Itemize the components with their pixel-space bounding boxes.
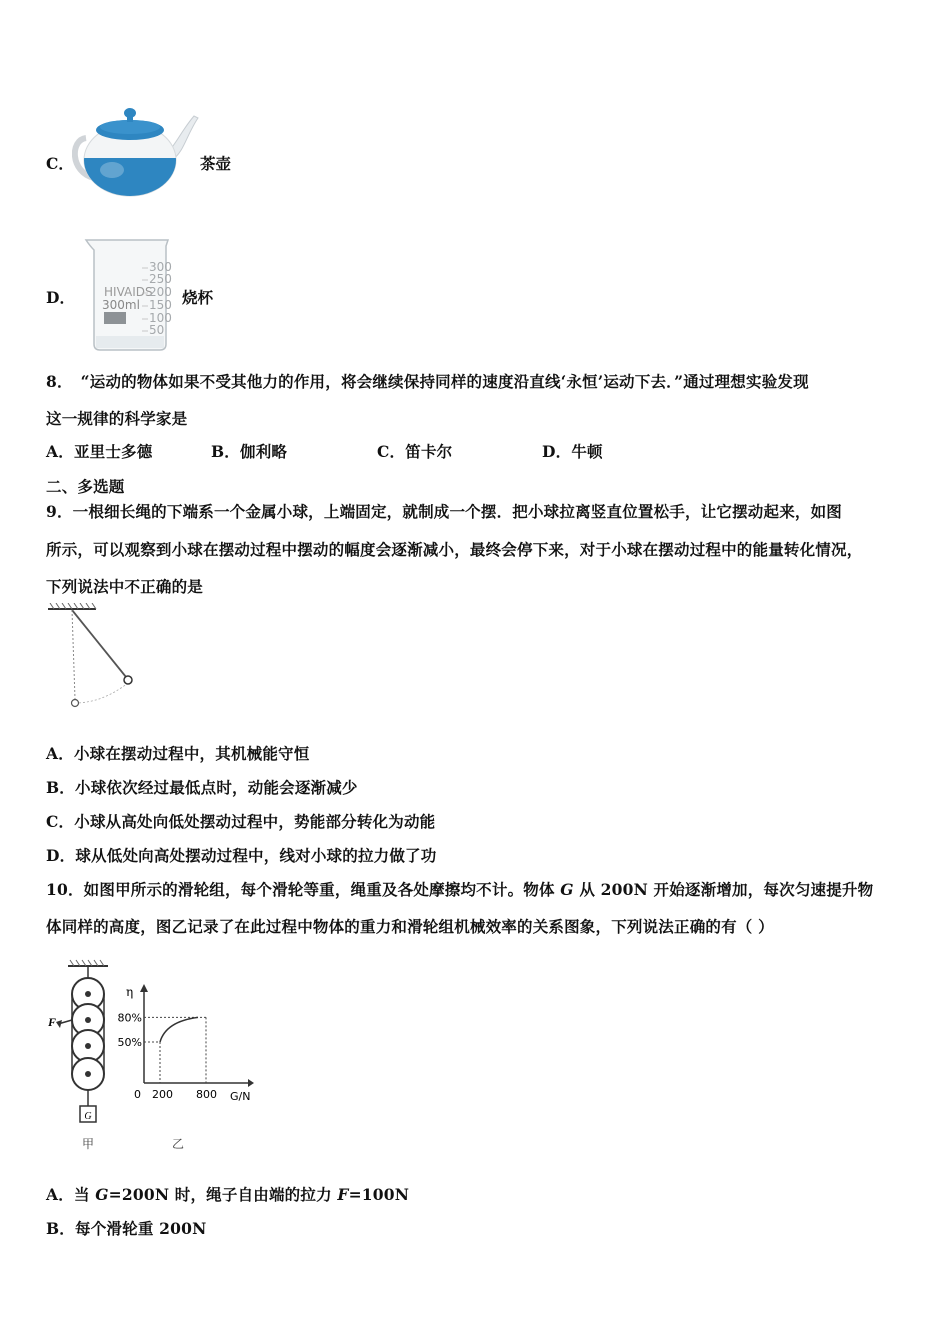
q10-line1-var: G — [560, 880, 574, 899]
q8-option-b — [211, 440, 287, 462]
q9-option-d-label: D． — [46, 846, 76, 865]
beaker-scale-300: 300 — [149, 260, 172, 274]
beaker-scale-100: 100 — [149, 311, 172, 325]
q10-option-b-text: 每个滑轮重 200N — [75, 1219, 207, 1238]
q9-option-b-label: B． — [46, 778, 76, 797]
q9-option-a — [46, 742, 309, 764]
q8-option-c-text: 笛卡尔 — [405, 442, 453, 461]
q9-line1: 9．一根细长绳的下端系一个金属小球，上端固定，就制成一个摆．把小球拉离竖直位置松手，让它摆动起来，如图 — [46, 502, 842, 521]
beaker-scale-250: 250 — [149, 272, 172, 286]
efficiency-chart — [108, 980, 268, 1160]
q10-line1-b: 从 200N 开始逐渐增加，每次匀速提升物 — [573, 880, 874, 899]
q10-line1 — [46, 878, 873, 900]
q10-option-a — [46, 1183, 409, 1205]
y-tick-80: 80% — [117, 1011, 142, 1025]
beaker-scale-50: 50 — [149, 323, 165, 337]
option-d-label: D． — [46, 288, 75, 307]
q9-option-a-text: 小球在摆动过程中，其机械能守恒 — [73, 744, 310, 763]
beaker-scale-200: 200 — [149, 285, 172, 299]
q8-option-b-text: 伽利略 — [240, 442, 288, 461]
q8-line2: 这一规律的科学家是 — [46, 409, 188, 428]
chart-axes — [118, 984, 254, 1103]
q9-option-c — [46, 810, 435, 832]
q8-option-c — [377, 440, 452, 462]
q9-option-c-label: C． — [46, 812, 75, 831]
beaker-volume-text: 300ml — [102, 298, 140, 312]
q9-option-b-text: 小球依次经过最低点时，动能会逐渐减少 — [75, 778, 358, 797]
force-label: F — [48, 1015, 57, 1029]
q10-line2: 体同样的高度，图乙记录了在此过程中物体的重力和滑轮组机械效率的关系图象，下列说法正确的有（ ） — [46, 917, 774, 936]
q10-option-b — [46, 1217, 206, 1239]
q8-option-a — [46, 440, 152, 462]
q10-line1-a: 10．如图甲所示的滑轮组，每个滑轮等重，绳重及各处摩擦均不计。物体 — [46, 880, 561, 899]
option-c-label: C． — [46, 154, 74, 173]
y-tick-50: 50% — [117, 1036, 142, 1049]
q9-line3: 下列说法中不正确的是 — [46, 577, 204, 596]
teapot-image — [72, 100, 202, 200]
q10-option-a-var1: G — [95, 1185, 109, 1204]
q8-option-a-label: A． — [46, 442, 74, 461]
efficiency-curve — [160, 1017, 198, 1042]
q9-line2: 所示，可以观察到小球在摆动过程中摆动的幅度会逐渐减小，最终会停下来，对于小球在摆动过程中的能量转化情况， — [46, 540, 863, 559]
pendulum-ball — [124, 676, 132, 684]
q9-option-b — [46, 776, 358, 798]
beaker-scale-150: 150 — [149, 298, 172, 312]
q9-option-a-label: A． — [46, 744, 74, 763]
weight-label: G — [84, 1111, 92, 1122]
q8-option-b-label: B． — [211, 442, 241, 461]
q8-option-a-text: 亚里士多德 — [73, 442, 153, 461]
q8-option-c-label: C． — [377, 442, 406, 461]
q9-option-d-text: 球从低处向高处摆动过程中，线对小球的拉力做了功 — [75, 846, 437, 865]
y-axis-arrow — [140, 984, 148, 992]
q10-option-a-pre: 当 — [73, 1185, 96, 1204]
figure-jia-label: 甲 — [82, 1137, 95, 1151]
pendulum-ball-rest — [72, 700, 79, 707]
section-heading-multi-choice: 二、多选题 — [46, 477, 125, 496]
q8-line1: 8． “运动的物体如果不受其他力的作用，将会继续保持同样的速度沿直线‘永恒’运动下去．”通过理想实验发现 — [46, 372, 809, 391]
q8-option-d-text: 牛顿 — [571, 442, 603, 461]
x-axis-arrow — [248, 1079, 254, 1087]
q10-option-a-mid: =200N 时，绳子自由端的拉力 — [108, 1185, 338, 1204]
x-axis-label: G/N — [230, 1090, 251, 1103]
q8-option-d — [542, 440, 603, 462]
q10-option-a-var2: F — [337, 1185, 349, 1204]
x-tick-200: 200 — [152, 1088, 173, 1101]
beaker-image — [82, 236, 172, 354]
q10-option-b-label: B． — [46, 1219, 76, 1238]
x-tick-0: 0 — [134, 1088, 141, 1101]
q9-option-c-text: 小球从高处向低处摆动过程中，势能部分转化为动能 — [74, 812, 436, 831]
option-c-text: 茶壶 — [200, 154, 232, 173]
y-axis-label: η — [126, 985, 134, 999]
figure-yi-label: 乙 — [172, 1137, 185, 1151]
q10-option-a-post: =100N — [348, 1185, 410, 1204]
q8-option-d-label: D． — [542, 442, 572, 461]
x-tick-800: 800 — [196, 1088, 217, 1101]
q9-option-d — [46, 844, 436, 866]
pendulum-figure — [44, 603, 144, 713]
q10-option-a-label: A． — [46, 1185, 74, 1204]
beaker-brand-text: HIVAIDS — [104, 285, 153, 299]
option-d-text: 烧杯 — [182, 288, 214, 307]
